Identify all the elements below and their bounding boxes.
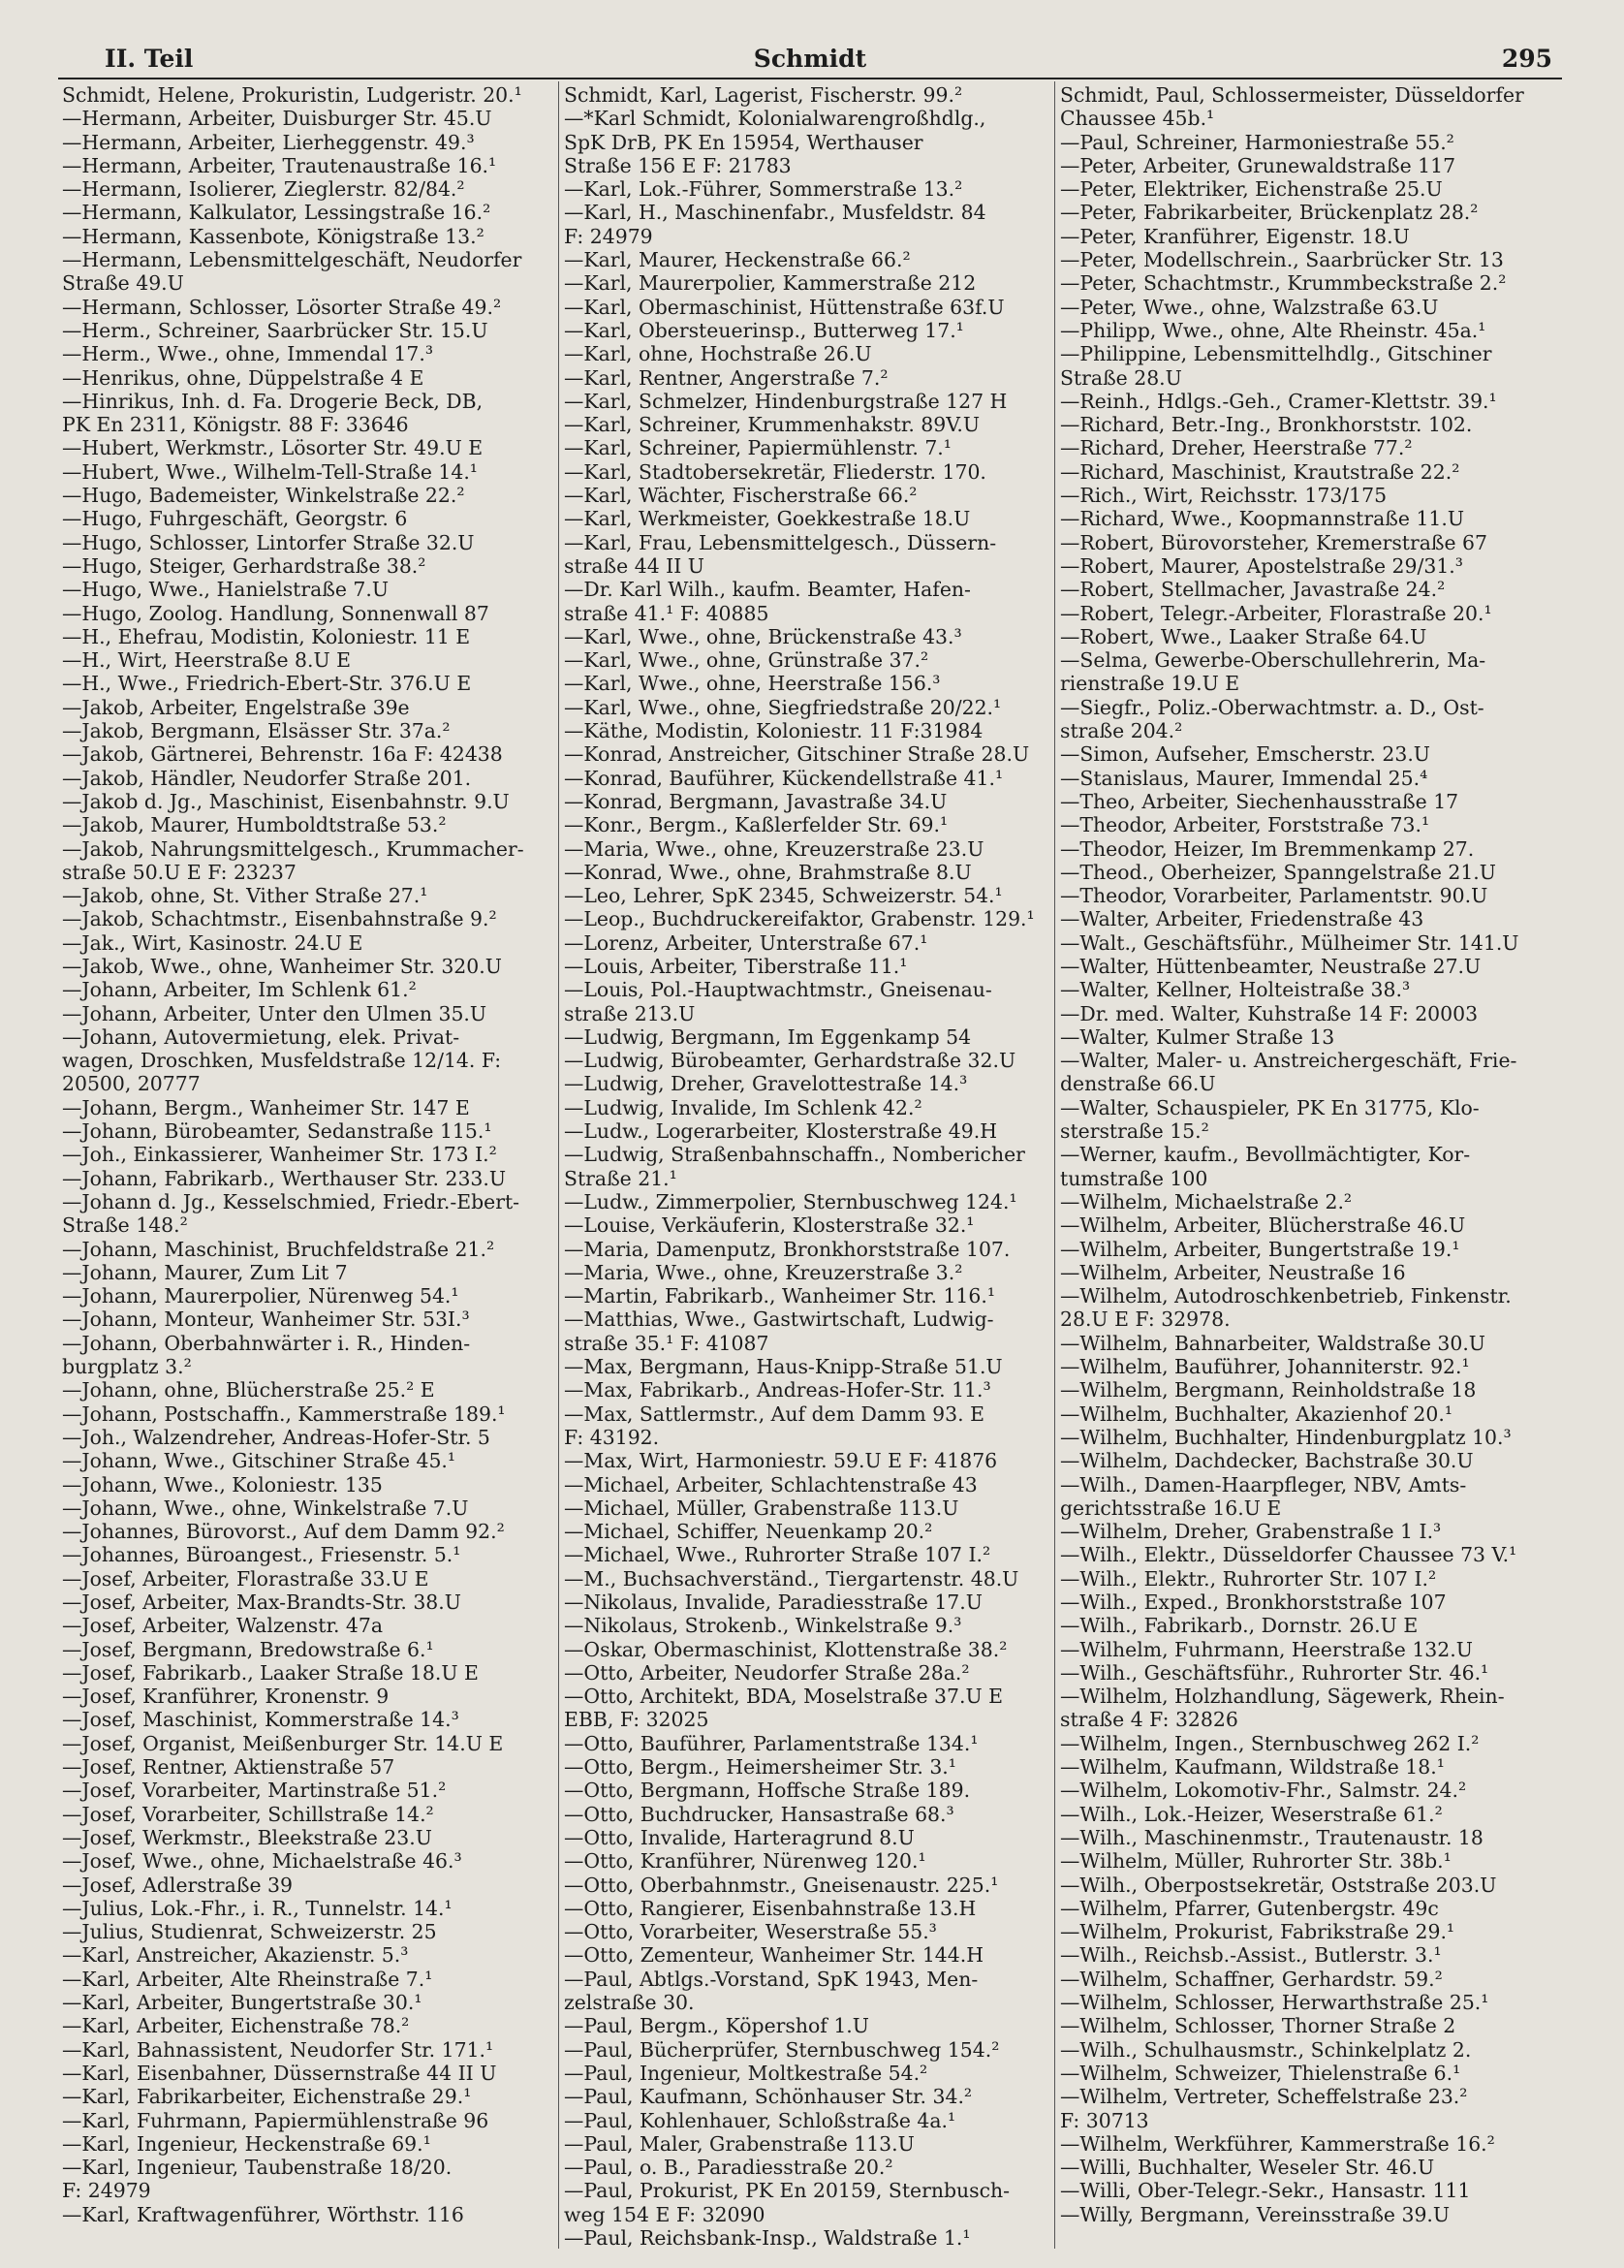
directory-entry: —Konrad, Bergmann, Javastraße 34.U: [564, 789, 948, 813]
directory-entry: —Hinrikus, Inh. d. Fa. Drogerie Beck, DB,: [62, 389, 484, 413]
directory-entry: —Ludw., Logerarbeiter, Klosterstraße 49.H: [564, 1119, 997, 1144]
directory-entry: straße 204.²: [1060, 719, 1183, 743]
directory-entry: —Karl, Anstreicher, Akazienstr. 5.³: [62, 1943, 409, 1968]
directory-entry: —Hugo, Fuhrgeschäft, Georgstr. 6: [62, 507, 408, 531]
directory-entry: —Ludw., Zimmerpolier, Sternbuschweg 124.¹: [564, 1189, 1017, 1213]
directory-entry: F: 30713: [1060, 2108, 1149, 2132]
directory-entry: —Johann, Arbeiter, Unter den Ulmen 35.U: [62, 1001, 487, 1025]
directory-entry: —Hermann, Arbeiter, Lierheggenstr. 49.³: [62, 130, 475, 154]
directory-entry: Straße 156 E F: 21783: [564, 153, 792, 177]
directory-entry: —Karl, Schreiner, Papiermühlenstr. 7.¹: [564, 436, 952, 460]
directory-entry: —Hugo, Zoolog. Handlung, Sonnenwall 87: [62, 601, 489, 625]
directory-entry: —Wilhelm, Dreher, Grabenstraße 1 I.³: [1060, 1520, 1442, 1544]
directory-entry: —Josef, Wwe., ohne, Michaelstraße 46.³: [62, 1849, 462, 1874]
directory-entry: —Konrad, Bauführer, Kückendellstraße 41.¹: [564, 766, 1004, 790]
directory-entry: —Hermann, Kalkulator, Lessingstraße 16.²: [62, 201, 491, 225]
directory-entry: —H., Wwe., Friedrich-Ebert-Str. 376.U E: [62, 672, 472, 696]
directory-entry: —Peter, Modellschrein., Saarbrücker Str. 13: [1060, 248, 1504, 272]
directory-entry: —Jakob, Maurer, Humboldtstraße 53.²: [62, 813, 447, 837]
directory-entry: —Wilhelm, Bahnarbeiter, Waldstraße 30.U: [1060, 1331, 1485, 1355]
directory-entry: —Dr. med. Walter, Kuhstraße 14 F: 20003: [1060, 1001, 1479, 1025]
directory-entry: —Johann, Wwe., Koloniestr. 135: [62, 1472, 383, 1496]
directory-entry: —Maria, Wwe., ohne, Kreuzerstraße 3.²: [564, 1260, 963, 1284]
directory-entry: —Karl, Wwe., ohne, Siegfriedstraße 20/22.¹: [564, 695, 1002, 719]
directory-entry: —Hubert, Werkmstr., Lösorter Str. 49.U E: [62, 436, 484, 460]
directory-entry: —Peter, Schachtmstr., Krummbeckstraße 2.²: [1060, 271, 1507, 296]
directory-entry: —Ludwig, Invalide, Im Schlenk 42.²: [564, 1095, 922, 1119]
directory-entry: —Oskar, Obermaschinist, Klottenstraße 38.²: [564, 1637, 1008, 1661]
directory-entry: —Max, Fabrikarb., Andreas-Hofer-Str. 11.³: [564, 1378, 991, 1402]
directory-entry: —Jakob, Wwe., ohne, Wanheimer Str. 320.U: [62, 954, 502, 978]
directory-entry: —Karl, Wwe., ohne, Heerstraße 156.³: [564, 672, 941, 696]
directory-entry: sterstraße 15.²: [1060, 1119, 1209, 1144]
directory-entry: —Matthias, Wwe., Gastwirtschaft, Ludwig-: [564, 1307, 994, 1332]
directory-entry: —Jakob, Arbeiter, Engelstraße 39e: [62, 695, 410, 719]
directory-entry: —Theodor, Heizer, Im Bremmenkamp 27.: [1060, 836, 1475, 861]
directory-entry: —Leo, Lehrer, SpK 2345, Schweizerstr. 54.¹: [564, 884, 1003, 908]
directory-entry: straße 41.¹ F: 40885: [564, 601, 769, 625]
directory-entry: —Paul, Ingenieur, Moltkestraße 54.²: [564, 2061, 928, 2085]
directory-entry: straße 50.U E F: 23237: [62, 860, 297, 884]
directory-entry: —Wilh., Damen-Haarpfleger, NBV, Amts-: [1060, 1472, 1467, 1496]
directory-entry: —Karl, Arbeiter, Bungertstraße 30.¹: [62, 1991, 422, 2015]
directory-entry: —Johann, Maurerpolier, Nürenweg 54.¹: [62, 1284, 459, 1308]
directory-entry: —Walter, Kulmer Straße 13: [1060, 1024, 1335, 1049]
directory-entry: —Siegfr., Poliz.-Oberwachtmstr. a. D., Ost-: [1060, 695, 1484, 719]
directory-entry: —Leop., Buchdruckereifaktor, Grabenstr. 129.¹: [564, 907, 1035, 931]
directory-entry: —Jakob, Gärtnerei, Behrenstr. 16a F: 42438: [62, 742, 503, 767]
directory-entry: —Karl, Wwe., ohne, Grünstraße 37.²: [564, 648, 929, 673]
directory-entry: —Walter, Maler- u. Anstreichergeschäft, Frie-: [1060, 1049, 1517, 1073]
directory-entry: F: 24979: [564, 224, 653, 248]
directory-entry: —Johann, Postschaffn., Kammerstraße 189.¹: [62, 1402, 506, 1426]
directory-entry: —Johann, Monteur, Wanheimer Str. 53I.³: [62, 1307, 470, 1332]
directory-entry: Straße 21.¹: [564, 1166, 677, 1190]
directory-entry: —H., Wirt, Heerstraße 8.U E: [62, 648, 352, 673]
directory-entry: —Karl, Rentner, Angerstraße 7.²: [564, 365, 889, 390]
directory-entry: —Karl, Fuhrmann, Papiermühlenstraße 96: [62, 2108, 489, 2132]
directory-entry: —Nikolaus, Strokenb., Winkelstraße 9.³: [564, 1614, 962, 1638]
directory-entry: —Josef, Rentner, Aktienstraße 57: [62, 1755, 395, 1780]
directory-entry: —Wilhelm, Arbeiter, Neustraße 16: [1060, 1260, 1406, 1284]
directory-entry: —Hermann, Arbeiter, Trautenaustraße 16.¹: [62, 153, 497, 177]
directory-entry: F: 43192.: [564, 1425, 660, 1449]
directory-entry: wagen, Droschken, Musfeldstraße 12/14. F:: [62, 1049, 502, 1073]
directory-entry: —Ludwig, Straßenbahnschaffn., Nombericher: [564, 1143, 1025, 1167]
directory-entry: —Karl, Arbeiter, Alte Rheinstraße 7.¹: [62, 1967, 433, 1991]
directory-entry: —Konrad, Anstreicher, Gitschiner Straße 28.U: [564, 742, 1030, 767]
directory-entry: —Walt., Geschäftsführ., Mülheimer Str. 141.U: [1060, 930, 1519, 955]
directory-entry: Straße 28.U: [1060, 365, 1182, 390]
directory-entry: —Wilhelm, Arbeiter, Blücherstraße 46.U: [1060, 1213, 1466, 1238]
directory-entry: —Wilhelm, Prokurist, Fabrikstraße 29.¹: [1060, 1920, 1455, 1944]
directory-entry: —Wilh., Geschäftsführ., Ruhrorter Str. 46.¹: [1060, 1660, 1489, 1685]
directory-entry: —Josef, Organist, Meißenburger Str. 14.U E: [62, 1731, 504, 1755]
directory-entry: —Peter, Arbeiter, Grunewaldstraße 117: [1060, 153, 1456, 177]
directory-entry: straße 213.U: [564, 1001, 696, 1025]
directory-entry: —Michael, Arbeiter, Schlachtenstraße 43: [564, 1472, 978, 1496]
directory-entry: —Willi, Ober-Telegr.-Sekr., Hansastr. 111: [1060, 2179, 1471, 2203]
directory-entry: —Theod., Oberheizer, Spanngelstraße 21.U: [1060, 860, 1496, 884]
directory-entry: Schmidt, Helene, Prokuristin, Ludgeristr. 20.¹: [62, 83, 522, 107]
directory-entry: —Karl, Maurer, Heckenstraße 66.²: [564, 248, 911, 272]
directory-entry: Schmidt, Karl, Lagerist, Fischerstr. 99.²: [564, 83, 963, 107]
directory-entry: —Wilh., Maschinenmstr., Trautenaustr. 18: [1060, 1825, 1483, 1849]
directory-entry: —Otto, Architekt, BDA, Moselstraße 37.U E: [564, 1685, 1003, 1709]
directory-entry: —Karl, Kraftwagenführer, Wörthstr. 116: [62, 2202, 464, 2226]
directory-column-2: [564, 83, 1056, 2250]
directory-entry: Chaussee 45b.¹: [1060, 107, 1215, 131]
directory-entry: —Wilhelm, Holzhandlung, Sägewerk, Rhein-: [1060, 1685, 1505, 1709]
directory-entry: —Karl, H., Maschinenfabr., Musfeldstr. 84: [564, 201, 986, 225]
directory-entry: —Lorenz, Arbeiter, Unterstraße 67.¹: [564, 930, 928, 955]
directory-entry: —Robert, Telegr.-Arbeiter, Florastraße 20.¹: [1060, 601, 1492, 625]
directory-entry: —Michael, Müller, Grabenstraße 113.U: [564, 1496, 959, 1520]
directory-entry: —Otto, Bergm., Heimersheimer Str. 3.¹: [564, 1755, 956, 1780]
directory-entry: —Paul, Kaufmann, Schönhauser Str. 34.²: [564, 2085, 973, 2109]
directory-entry: —Wilhelm, Schweizer, Thielenstraße 6.¹: [1060, 2061, 1461, 2085]
directory-entry: —Otto, Invalide, Harteragrund 8.U: [564, 1825, 915, 1849]
directory-entry: —Maria, Damenputz, Bronkhorststraße 107.: [564, 1237, 1011, 1261]
directory-entry: —Hugo, Schlosser, Lintorfer Straße 32.U: [62, 530, 475, 554]
directory-entry: —Willi, Buchhalter, Weseler Str. 46.U: [1060, 2156, 1435, 2180]
directory-entry: —Wilhelm, Dachdecker, Bachstraße 30.U: [1060, 1449, 1474, 1473]
directory-entry: —Josef, Kranführer, Kronenstr. 9: [62, 1685, 390, 1709]
directory-entry: —Louis, Pol.-Hauptwachtmstr., Gneisenau-: [564, 978, 992, 1002]
directory-entry: —Wilhelm, Schaffner, Gerhardstr. 59.²: [1060, 1967, 1443, 1991]
directory-entry: —Otto, Kranführer, Nürenweg 120.¹: [564, 1849, 926, 1874]
directory-entry: —Julius, Lok.-Fhr., i. R., Tunnelstr. 14.¹: [62, 1896, 453, 1920]
directory-entry: —Richard, Dreher, Heerstraße 77.²: [1060, 436, 1413, 460]
directory-entry: —Walter, Kellner, Holteistraße 38.³: [1060, 978, 1411, 1002]
directory-column-3: [1060, 83, 1552, 2226]
directory-entry: —Karl, Wächter, Fischerstraße 66.²: [564, 484, 918, 508]
directory-entry: —Paul, Bergm., Köpershof 1.U: [564, 2014, 869, 2038]
directory-entry: —Karl, Schmelzer, Hindenburgstraße 127 H: [564, 389, 1008, 413]
directory-entry: —Ludwig, Bergmann, Im Eggenkamp 54: [564, 1024, 972, 1049]
directory-entry: EBB, F: 32025: [564, 1708, 709, 1732]
directory-entry: —Paul, o. B., Paradiesstraße 20.²: [564, 2156, 893, 2180]
directory-entry: —Karl, Bahnassistent, Neudorfer Str. 171.¹: [62, 2037, 494, 2062]
directory-entry: —Wilh., Elektr., Ruhrorter Str. 107 I.²: [1060, 1566, 1437, 1591]
directory-entry: —Jakob, Bergmann, Elsässer Str. 37a.²: [62, 719, 451, 743]
directory-entry: —Johann, Autovermietung, elek. Privat-: [62, 1024, 460, 1049]
directory-entry: —Johann, Bergm., Wanheimer Str. 147 E: [62, 1095, 470, 1119]
directory-entry: —Peter, Fabrikarbeiter, Brückenplatz 28.²: [1060, 201, 1479, 225]
directory-entry: —Hermann, Arbeiter, Duisburger Str. 45.U: [62, 107, 492, 131]
directory-entry: —Otto, Rangierer, Eisenbahnstraße 13.H: [564, 1896, 977, 1920]
directory-entry: —Josef, Arbeiter, Walzenstr. 47a: [62, 1614, 384, 1638]
directory-entry: —Karl, Obersteuerinsp., Butterweg 17.¹: [564, 318, 964, 342]
directory-entry: burgplatz 3.²: [62, 1355, 192, 1379]
directory-entry: —Peter, Kranführer, Eigenstr. 18.U: [1060, 224, 1410, 248]
directory-entry: —Johann, Wwe., ohne, Winkelstraße 7.U: [62, 1496, 469, 1520]
directory-entry: Straße 148.²: [62, 1213, 188, 1238]
directory-entry: —Johann, Wwe., Gitschiner Straße 45.¹: [62, 1449, 456, 1473]
directory-entry: —Otto, Arbeiter, Neudorfer Straße 28a.²: [564, 1660, 970, 1685]
directory-entry: —Johann, Oberbahnwärter i. R., Hinden-: [62, 1331, 471, 1355]
directory-entry: —Josef, Arbeiter, Max-Brandts-Str. 38.U: [62, 1591, 461, 1614]
directory-entry: —Werner, kaufm., Bevollmächtigter, Kor-: [1060, 1143, 1471, 1167]
directory-entry: —Ludwig, Dreher, Gravelottestraße 14.³: [564, 1072, 968, 1096]
directory-entry: —Johann, Arbeiter, Im Schlenk 61.²: [62, 978, 417, 1002]
directory-entry: rienstraße 19.U E: [1060, 672, 1240, 696]
directory-entry: —Karl, Stadtobersekretär, Fliederstr. 170.: [564, 459, 986, 484]
directory-entry: —Philippine, Lebensmittelhdlg., Gitschiner: [1060, 342, 1492, 366]
directory-entry: —Hugo, Bademeister, Winkelstraße 22.²: [62, 484, 465, 508]
directory-entry: straße 35.¹ F: 41087: [564, 1331, 769, 1355]
directory-entry: —Robert, Bürovorsteher, Kremerstraße 67: [1060, 530, 1487, 554]
directory-entry: —Karl, Lok.-Führer, Sommerstraße 13.²: [564, 177, 963, 202]
directory-entry: —Paul, Kohlenhauer, Schloßstraße 4a.¹: [564, 2108, 956, 2132]
directory-entry: tumstraße 100: [1060, 1166, 1208, 1190]
directory-entry: —Wilhelm, Autodroschkenbetrieb, Finkenstr.: [1060, 1284, 1512, 1308]
directory-entry: Schmidt, Paul, Schlossermeister, Düsseldorfer: [1060, 83, 1524, 107]
directory-entry: —Karl, Arbeiter, Eichenstraße 78.²: [62, 2014, 410, 2038]
directory-entry: —Max, Wirt, Harmoniestr. 59.U E F: 41876: [564, 1449, 998, 1473]
directory-entry: —Willy, Bergmann, Vereinsstraße 39.U: [1060, 2202, 1451, 2226]
directory-entry: —Wilhelm, Buchhalter, Hindenburgplatz 10.³: [1060, 1425, 1512, 1449]
directory-entry: —Johann, Maschinist, Bruchfeldstraße 21.²: [62, 1237, 495, 1261]
directory-entry: —Paul, Maler, Grabenstraße 113.U: [564, 2131, 915, 2156]
directory-entry: —Josef, Vorarbeiter, Schillstraße 14.²: [62, 1802, 434, 1826]
directory-entry: gerichtsstraße 16.U E: [1060, 1496, 1282, 1520]
directory-entry: —Michael, Schiffer, Neuenkamp 20.²: [564, 1520, 933, 1544]
directory-entry: —Hermann, Lebensmittelgeschäft, Neudorfer: [62, 248, 522, 272]
directory-entry: —Richard, Betr.-Ing., Bronkhorststr. 102.: [1060, 413, 1473, 437]
directory-entry: —Wilhelm, Arbeiter, Bungertstraße 19.¹: [1060, 1237, 1460, 1261]
directory-entry: —Henrikus, ohne, Düppelstraße 4 E: [62, 365, 424, 390]
directory-entry: —Wilhelm, Lokomotiv-Fhr., Salmstr. 24.²: [1060, 1779, 1467, 1803]
directory-entry: —Karl, Fabrikarbeiter, Eichenstraße 29.¹: [62, 2085, 472, 2109]
directory-entry: —Wilh., Schulhausmstr., Schinkelplatz 2.: [1060, 2037, 1472, 2062]
directory-entry: —Karl, Ingenieur, Taubenstraße 18/20.: [62, 2156, 453, 2180]
directory-entry: —Johannes, Bürovorst., Auf dem Damm 92.²: [62, 1520, 505, 1544]
page-title: Schmidt: [753, 45, 867, 73]
directory-entry: SpK DrB, PK En 15954, Werthauser: [564, 130, 923, 154]
directory-entry: —Josef, Maschinist, Kommerstraße 14.³: [62, 1708, 459, 1732]
directory-entry: —Otto, Buchdrucker, Hansastraße 68.³: [564, 1802, 954, 1826]
directory-column-1: [62, 83, 554, 2226]
directory-entry: Straße 49.U: [62, 271, 184, 296]
directory-entry: —Philipp, Wwe., ohne, Alte Rheinstr. 45a.¹: [1060, 318, 1486, 342]
directory-entry: —Otto, Oberbahnmstr., Gneisenaustr. 225.¹: [564, 1873, 999, 1897]
directory-entry: —H., Ehefrau, Modistin, Koloniestr. 11 E: [62, 624, 471, 648]
directory-entry: —Theodor, Arbeiter, Forststraße 73.¹: [1060, 813, 1430, 837]
directory-entry: —Peter, Elektriker, Eichenstraße 25.U: [1060, 177, 1443, 202]
page-number: 295: [1501, 45, 1552, 73]
directory-entry: —Otto, Bauführer, Parlamentstraße 134.¹: [564, 1731, 979, 1755]
directory-entry: —Herm., Schreiner, Saarbrücker Str. 15.U: [62, 318, 488, 342]
directory-entry: —Wilh., Lok.-Heizer, Weserstraße 61.²: [1060, 1802, 1443, 1826]
directory-entry: —*Karl Schmidt, Kolonialwarengroßhdlg.,: [564, 107, 986, 131]
directory-entry: —Louis, Arbeiter, Tiberstraße 11.¹: [564, 954, 908, 978]
directory-entry: —Theo, Arbeiter, Siechenhausstraße 17: [1060, 789, 1459, 813]
directory-entry: straße 4 F: 32826: [1060, 1708, 1238, 1732]
directory-entry: —Robert, Stellmacher, Javastraße 24.²: [1060, 578, 1446, 602]
directory-entry: F: 24979: [62, 2179, 151, 2203]
directory-entry: —Paul, Schreiner, Harmoniestraße 55.²: [1060, 130, 1454, 154]
directory-entry: —Wilhelm, Ingen., Sternbuschweg 262 I.²: [1060, 1731, 1480, 1755]
directory-entry: —Karl, Frau, Lebensmittelgesch., Düssern-: [564, 530, 997, 554]
directory-entry: —Konr., Bergm., Kaßlerfelder Str. 69.¹: [564, 813, 949, 837]
directory-entry: —Josef, Vorarbeiter, Martinstraße 51.²: [62, 1779, 447, 1803]
directory-entry: —Joh., Walzendreher, Andreas-Hofer-Str. 5: [62, 1425, 490, 1449]
directory-entry: —Josef, Bergmann, Bredowstraße 6.¹: [62, 1637, 434, 1661]
directory-entry: —Wilhelm, Schlosser, Thorner Straße 2: [1060, 2014, 1456, 2038]
directory-entry: —Hubert, Wwe., Wilhelm-Tell-Straße 14.¹: [62, 459, 478, 484]
directory-entry: denstraße 66.U: [1060, 1072, 1216, 1096]
directory-entry: —Johann, ohne, Blücherstraße 25.² E: [62, 1378, 435, 1402]
directory-entry: —Johann, Bürobeamter, Sedanstraße 115.¹: [62, 1119, 492, 1144]
directory-entry: —Wilhelm, Bauführer, Johanniterstr. 92.¹: [1060, 1355, 1470, 1379]
directory-entry: —Wilhelm, Michaelstraße 2.²: [1060, 1189, 1353, 1213]
directory-entry: —Wilh., Reichsb.-Assist., Butlerstr. 3.¹: [1060, 1943, 1442, 1968]
directory-entry: —Josef, Werkmstr., Bleekstraße 23.U: [62, 1825, 432, 1849]
directory-entry: —Hermann, Isolierer, Zieglerstr. 82/84.²: [62, 177, 465, 202]
directory-entry: —Wilhelm, Vertreter, Scheffelstraße 23.²: [1060, 2085, 1468, 2109]
directory-entry: —Wilhelm, Fuhrmann, Heerstraße 132.U: [1060, 1637, 1473, 1661]
directory-entry: —Max, Bergmann, Haus-Knipp-Straße 51.U: [564, 1355, 1003, 1379]
directory-entry: —Wilh., Fabrikarb., Dornstr. 26.U E: [1060, 1614, 1419, 1638]
directory-entry: —Karl, Schreiner, Krummenhakstr. 89V.U: [564, 413, 981, 437]
directory-entry: —Johann, Maurer, Zum Lit 7: [62, 1260, 348, 1284]
directory-entry: —Johannes, Büroangest., Friesenstr. 5.¹: [62, 1543, 461, 1567]
directory-entry: —Johann d. Jg., Kesselschmied, Friedr.-Ebert-: [62, 1189, 520, 1213]
directory-entry: —Rich., Wirt, Reichsstr. 173/175: [1060, 484, 1388, 508]
directory-entry: —Simon, Aufseher, Emscherstr. 23.U: [1060, 742, 1430, 767]
directory-entry: —Joh., Einkassierer, Wanheimer Str. 173 I.²: [62, 1143, 497, 1167]
column-divider-1: [558, 81, 559, 2249]
directory-entry: straße 44 II U: [564, 553, 704, 578]
directory-entry: —Karl, ohne, Hochstraße 26.U: [564, 342, 872, 366]
directory-entry: —Dr. Karl Wilh., kaufm. Beamter, Hafen-: [564, 578, 971, 602]
directory-entry: —Jakob, Nahrungsmittelgesch., Krummacher-: [62, 836, 524, 861]
directory-entry: —Robert, Maurer, Apostelstraße 29/31.³: [1060, 553, 1463, 578]
directory-entry: —Walter, Arbeiter, Friedenstraße 43: [1060, 907, 1424, 931]
directory-entry: —Otto, Zementeur, Wanheimer Str. 144.H: [564, 1943, 984, 1968]
directory-entry: —Ludwig, Bürobeamter, Gerhardstraße 32.U: [564, 1049, 1016, 1073]
directory-entry: —Wilhelm, Werkführer, Kammerstraße 16.²: [1060, 2131, 1495, 2156]
directory-entry: —Jakob, Schachtmstr., Eisenbahnstraße 9.²: [62, 907, 497, 931]
directory-entry: —Paul, Prokurist, PK En 20159, Sternbusch-: [564, 2179, 1011, 2203]
directory-entry: —Richard, Wwe., Koopmannstraße 11.U: [1060, 507, 1465, 531]
directory-entry: —Otto, Vorarbeiter, Weserstraße 55.³: [564, 1920, 937, 1944]
directory-entry: —Julius, Studienrat, Schweizerstr. 25: [62, 1920, 437, 1944]
directory-entry: —Wilhelm, Müller, Ruhrorter Str. 38b.¹: [1060, 1849, 1452, 1874]
directory-entry: —Johann, Fabrikarb., Werthauser Str. 233.U: [62, 1166, 507, 1190]
directory-entry: PK En 2311, Königstr. 88 F: 33646: [62, 413, 409, 437]
directory-entry: —Josef, Adlerstraße 39: [62, 1873, 293, 1897]
directory-entry: weg 154 E F: 32090: [564, 2202, 765, 2226]
directory-entry: —Reinh., Hdlgs.-Geh., Cramer-Klettstr. 39.¹: [1060, 389, 1497, 413]
directory-entry: —Herm., Wwe., ohne, Immendal 17.³: [62, 342, 434, 366]
directory-entry: —Wilhelm, Kaufmann, Wildstraße 18.¹: [1060, 1755, 1445, 1780]
directory-entry: —Jak., Wirt, Kasinostr. 24.U E: [62, 930, 363, 955]
directory-entry: —Wilhelm, Schlosser, Herwarthstraße 25.¹: [1060, 1991, 1489, 2015]
page-header: [58, 39, 1562, 79]
directory-entry: —Wilh., Oberpostsekretär, Oststraße 203.U: [1060, 1873, 1497, 1897]
directory-entry: —Wilh., Exped., Bronkhorststraße 107: [1060, 1591, 1447, 1614]
directory-entry: —Karl, Werkmeister, Goekkestraße 18.U: [564, 507, 971, 531]
directory-entry: —M., Buchsachverständ., Tiergartenstr. 48.U: [564, 1566, 1019, 1591]
directory-entry: —Jakob d. Jg., Maschinist, Eisenbahnstr. 9.U: [62, 789, 510, 813]
directory-entry: —Käthe, Modistin, Koloniestr. 11 F:31984: [564, 719, 984, 743]
directory-entry: —Jakob, ohne, St. Vither Straße 27.¹: [62, 884, 428, 908]
directory-entry: —Stanislaus, Maurer, Immendal 25.⁴: [1060, 766, 1428, 790]
directory-entry: —Louise, Verkäuferin, Klosterstraße 32.¹: [564, 1213, 975, 1238]
directory-entry: —Robert, Wwe., Laaker Straße 64.U: [1060, 624, 1427, 648]
directory-entry: —Wilhelm, Buchhalter, Akazienhof 20.¹: [1060, 1402, 1453, 1426]
directory-entry: 28.U E F: 32978.: [1060, 1307, 1231, 1332]
directory-entry: —Peter, Wwe., ohne, Walzstraße 63.U: [1060, 295, 1439, 319]
directory-entry: —Wilhelm, Bergmann, Reinholdstraße 18: [1060, 1378, 1477, 1402]
directory-entry: —Hermann, Kassenbote, Königstraße 13.²: [62, 224, 484, 248]
directory-entry: —Hugo, Steiger, Gerhardstraße 38.²: [62, 553, 426, 578]
directory-entry: —Josef, Arbeiter, Florastraße 33.U E: [62, 1566, 429, 1591]
directory-entry: —Hugo, Wwe., Hanielstraße 7.U: [62, 578, 390, 602]
directory-entry: —Maria, Wwe., ohne, Kreuzerstraße 23.U: [564, 836, 984, 861]
directory-entry: —Konrad, Wwe., ohne, Brahmstraße 8.U: [564, 860, 972, 884]
directory-entry: —Richard, Maschinist, Krautstraße 22.²: [1060, 459, 1460, 484]
directory-entry: —Walter, Hüttenbeamter, Neustraße 27.U: [1060, 954, 1482, 978]
directory-entry: —Josef, Fabrikarb., Laaker Straße 18.U E: [62, 1660, 479, 1685]
part-label: II. Teil: [105, 45, 194, 73]
directory-entry: —Karl, Eisenbahner, Düssernstraße 44 II U: [62, 2061, 497, 2085]
directory-entry: 20500, 20777: [62, 1072, 201, 1096]
directory-entry: —Walter, Schauspieler, PK En 31775, Klo-: [1060, 1095, 1480, 1119]
directory-entry: —Jakob, Händler, Neudorfer Straße 201.: [62, 766, 472, 790]
directory-entry: —Paul, Abtlgs.-Vorstand, SpK 1943, Men-: [564, 1967, 979, 1991]
directory-entry: —Karl, Wwe., ohne, Brückenstraße 43.³: [564, 624, 962, 648]
directory-entry: —Wilh., Elektr., Düsseldorfer Chaussee 73 V.¹: [1060, 1543, 1517, 1567]
directory-entry: —Otto, Bergmann, Hoffsche Straße 189.: [564, 1779, 971, 1803]
directory-entry: —Nikolaus, Invalide, Paradiesstraße 17.U: [564, 1591, 983, 1614]
directory-entry: —Hermann, Schlosser, Lösorter Straße 49.²: [62, 295, 502, 319]
directory-entry: —Michael, Wwe., Ruhrorter Straße 107 I.²: [564, 1543, 991, 1567]
directory-entry: —Selma, Gewerbe-Oberschullehrerin, Ma-: [1060, 648, 1486, 673]
directory-entry: —Karl, Obermaschinist, Hüttenstraße 63f.U: [564, 295, 1005, 319]
directory-entry: —Paul, Reichsbank-Insp., Waldstraße 1.¹: [564, 2226, 971, 2251]
directory-entry: —Theodor, Vorarbeiter, Parlamentstr. 90.U: [1060, 884, 1488, 908]
directory-entry: —Martin, Fabrikarb., Wanheimer Str. 116.¹: [564, 1284, 996, 1308]
directory-entry: —Paul, Bücherprüfer, Sternbuschweg 154.²: [564, 2037, 1000, 2062]
directory-entry: zelstraße 30.: [564, 1991, 695, 2015]
directory-entry: —Max, Sattlermstr., Auf dem Damm 93. E: [564, 1402, 984, 1426]
directory-entry: —Karl, Ingenieur, Heckenstraße 69.¹: [62, 2131, 431, 2156]
directory-entry: —Wilhelm, Pfarrer, Gutenbergstr. 49c: [1060, 1896, 1439, 1920]
directory-entry: —Karl, Maurerpolier, Kammerstraße 212: [564, 271, 977, 296]
